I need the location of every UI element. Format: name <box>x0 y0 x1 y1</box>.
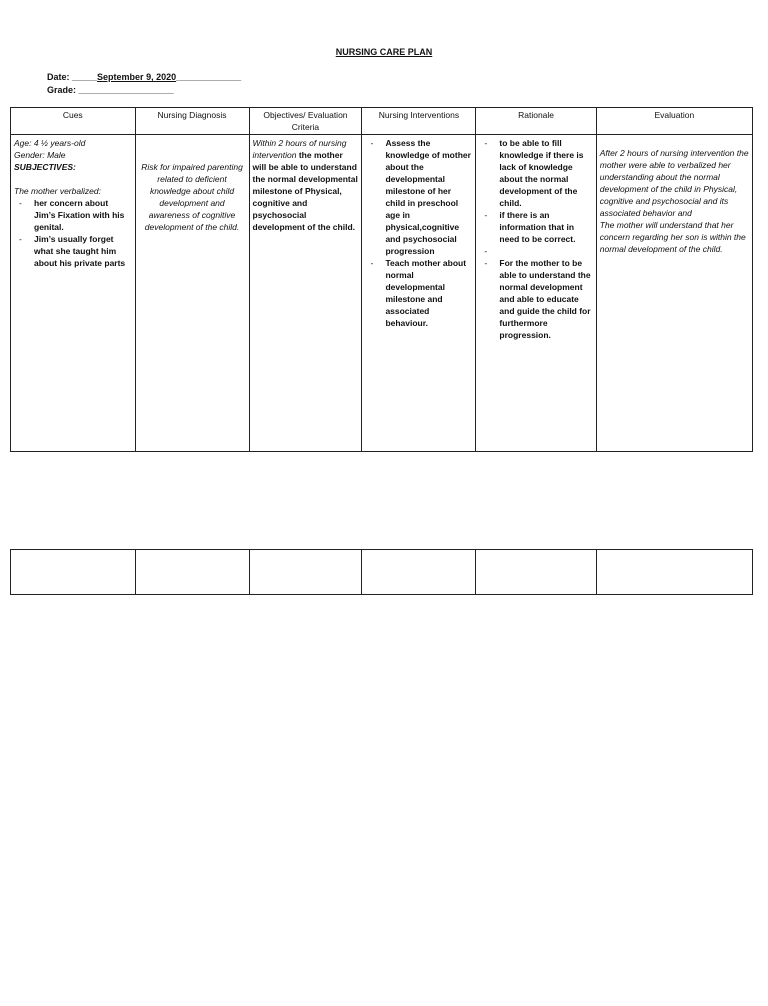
objectives-italic: Within 2 hours of nursing intervention <box>252 138 347 160</box>
header-row <box>11 108 753 135</box>
diagnosis-cell <box>135 135 249 452</box>
cues-gender: Gender: Male <box>14 150 66 160</box>
intervention-item: - Assess the knowledge of mother about the developmental milestone of her child in preschool age in physical,cognitive and psychosocial progression <box>365 137 472 257</box>
table-row <box>11 135 753 452</box>
cues-age: Age: 4 ½ years-old <box>14 138 86 148</box>
date-suffix-underline: _____________ <box>176 72 242 82</box>
cues-item: - her concern about Jim’s Fixation with his genital. <box>14 197 132 233</box>
cues-cell <box>11 135 136 452</box>
date-line <box>47 72 241 82</box>
grade-label: Grade: <box>47 85 77 95</box>
cues-item: - Jim’s usually forget what she taught him about his private parts <box>14 233 132 269</box>
header-rationale: Rationale <box>476 108 596 135</box>
blank-cell <box>596 550 752 595</box>
header-interventions: Nursing Interventions <box>362 108 476 135</box>
evaluation-text: The mother will understand that her concern regarding her son is within the normal development of the child. <box>599 220 746 254</box>
header-evaluation: Evaluation <box>596 108 752 135</box>
interventions-cell <box>362 135 476 452</box>
date-prefix-underline: _____ <box>69 72 98 82</box>
rationale-cell <box>476 135 596 452</box>
rationale-spacer <box>479 245 592 257</box>
cues-subjectives: SUBJECTIVES: <box>14 162 76 172</box>
date-label: Date: <box>47 72 70 82</box>
care-plan-table <box>10 107 753 452</box>
grade-line <box>47 85 174 95</box>
cues-verbalized: The mother verbalized: <box>14 186 101 196</box>
rationale-item: - For the mother to be able to understand the normal development and able to educate and guide the child for furthermore progression. <box>479 257 592 341</box>
rationale-item: - to be able to fill knowledge if there is lack of knowledge about the normal development of the child. <box>479 137 592 209</box>
blank-cell <box>249 550 362 595</box>
rationale-item: - if there is an information that in need to be correct. <box>479 209 592 245</box>
grade-value: ___________________ <box>76 85 174 95</box>
blank-cell <box>135 550 249 595</box>
page-title: NURSING CARE PLAN <box>335 47 433 57</box>
blank-cell <box>362 550 476 595</box>
diagnosis-text: Risk for impaired parenting related to deficient knowledge about child development and awareness of cognitive development of the child. <box>141 162 243 232</box>
objectives-cell <box>249 135 362 452</box>
blank-cell <box>11 550 136 595</box>
blank-row <box>11 550 753 595</box>
blank-cell <box>476 550 596 595</box>
header-cues: Cues <box>11 108 136 135</box>
intervention-item: - Teach mother about normal developmental milestone and associated behaviour. <box>365 257 472 329</box>
blank-table <box>10 549 753 595</box>
header-diagnosis: Nursing Diagnosis <box>135 108 249 135</box>
date-value: September 9, 2020 <box>97 72 177 82</box>
header-objectives: Objectives/ Evaluation Criteria <box>249 108 362 135</box>
evaluation-text: After 2 hours of nursing intervention the mother were able to verbalized her understanding about the normal development of the child in Physical, cognitive and psychosocial and its associated behavior and <box>599 148 749 218</box>
evaluation-cell <box>596 135 752 452</box>
objectives-bold: the mother will be able to understand the normal developmental milestone of Physical, cognitive and psychosocial development of the child. <box>252 150 358 232</box>
